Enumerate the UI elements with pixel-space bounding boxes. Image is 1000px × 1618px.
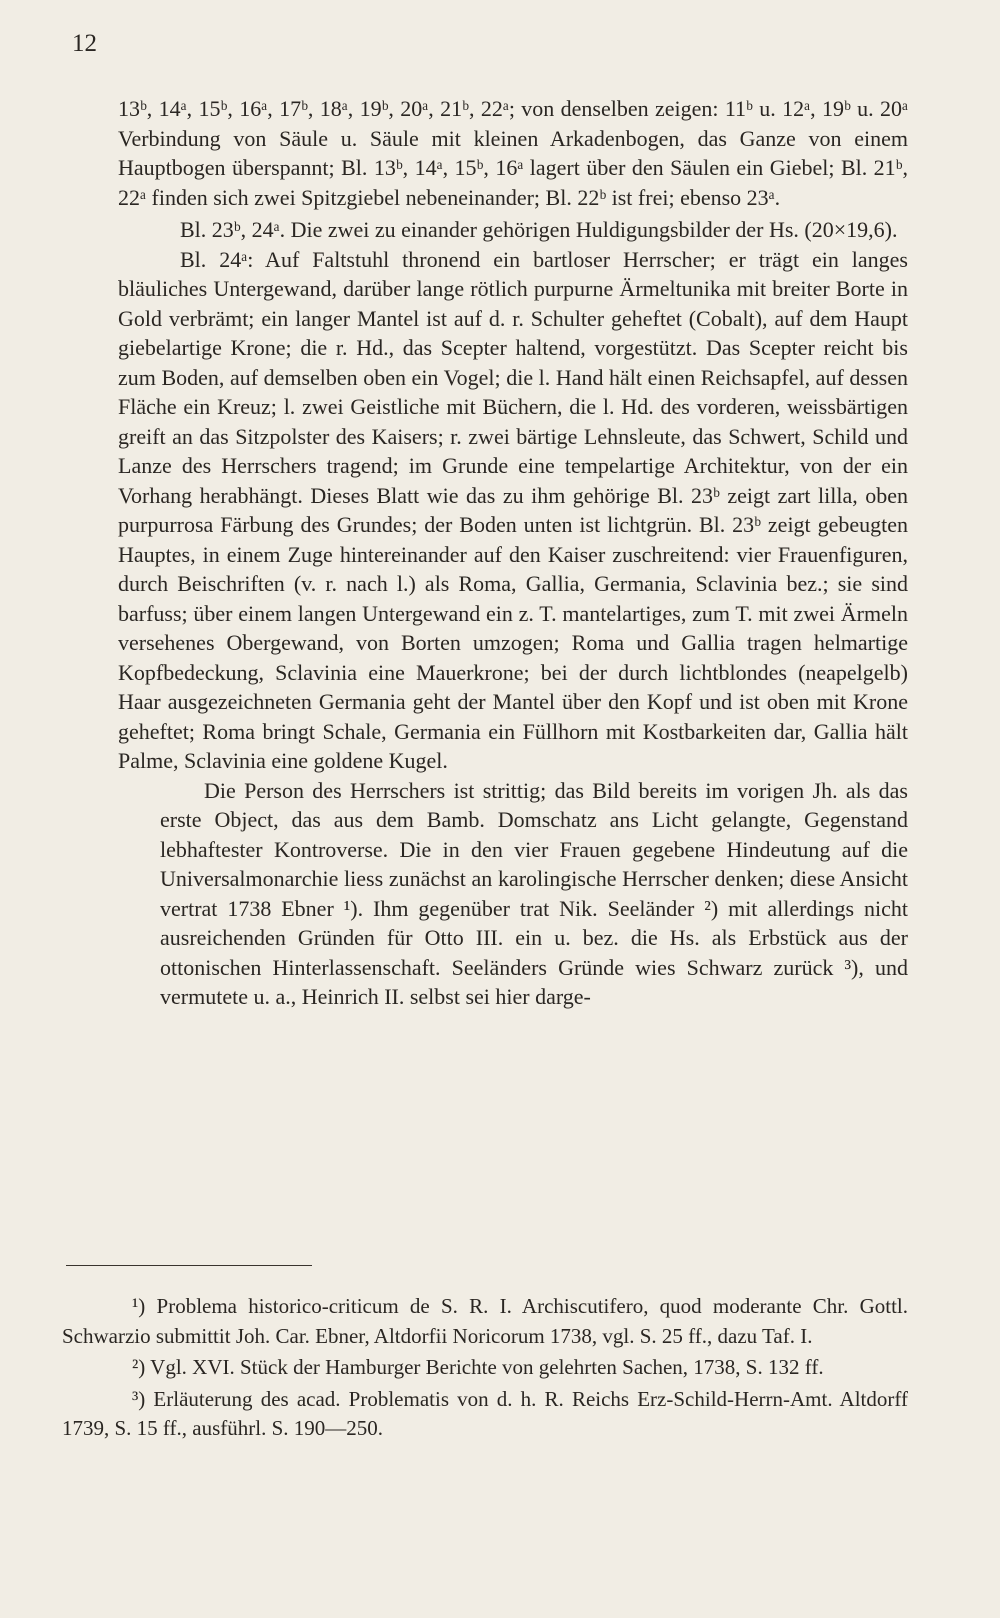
paragraph-homage-images: Bl. 23ᵇ, 24ᵃ. Die zwei zu einander gehörigen Huldigungsbilder der Hs. (20×19,6). xyxy=(180,217,898,242)
paragraph-sheet-list: 13ᵇ, 14ᵃ, 15ᵇ, 16ᵃ, 17ᵇ, 18ᵃ, 19ᵇ, 20ᵃ, 21ᵇ, 22ᵃ; von denselben zeigen: 11ᵇ u. 12ᵃ, 19ᵇ u. 20ᵃ Verbindung von Säule u. Säule mit kleinen Arkadenbogen, das Ganze von einem Hauptbogen überspannt; Bl. 13ᵇ, 14ᵃ, 15ᵇ, 16ᵃ lagert über den Säulen ein Giebel; Bl. 21ᵇ, 22ᵃ finden sich zwei Spitzgiebel nebeneinander; Bl. 22ᵇ ist frei; ebenso 23ᵃ. xyxy=(118,96,908,210)
footnote-2: ²) Vgl. XVI. Stück der Hamburger Berichte von gelehrten Sachen, 1738, S. 132 ff. xyxy=(132,1355,824,1379)
page-number: 12 xyxy=(72,30,97,57)
footnotes xyxy=(62,1292,908,1446)
paragraph-sheet-24a-description: Bl. 24ᵃ: Auf Faltstuhl thronend ein bartloser Herrscher; er trägt ein langes bläuliches Untergewand, darüber lange rötlich purpurne Ärmeltunika mit breiter Borte in Gold verbrämt; ein langer Mantel ist auf d. r. Schulter geheftet (Cobalt), auf dem Haupt giebelartige Krone; die r. Hd., das Scepter haltend, vorgestützt. Das Scepter reicht bis zum Boden, auf demselben oben ein Vogel; die l. Hand hält einen Reichsapfel, auf dessen Fläche ein Kreuz; l. zwei Geistliche mit Büchern, die l. Hd. des vorderen, weissbärtigen greift an das Sitzpolster des Kaisers; r. zwei bärtige Lehnsleute, das Schwert, Schild und Lanze des Herrschers tragend; im Grunde eine tempelartige Architektur, von der ein Vorhang herabhängt. Dieses Blatt wie das zu ihm gehörige Bl. 23ᵇ zeigt zart lilla, oben purpurrosa Färbung des Grundes; der Boden unten ist lichtgrün. Bl. 23ᵇ zeigt gebeugten Hauptes, in einem Zuge hintereinander auf den Kaiser zuschreitend: vier Frauenfiguren, durch Beischriften (v. r. nach l.) als Roma, Gallia, Germania, Sclavinia bez.; sie sind barfuss; über einem langen Untergewand ein z. T. mantelartiges, zum T. mit zwei Ärmeln versehenes Obergewand, von Borten umzogen; Roma und Gallia tragen helmartige Kopfbedeckung, Sclavinia eine Mauerkrone; bei der durch lichtblondes (neapelgelb) Haar ausgezeichneten Germania geht der Mantel über den Kopf und ist oben mit Krone geheftet; Roma bringt Schale, Germania ein Füllhorn mit Kostbarkeiten dar, Gallia hält Palme, Sclavinia eine goldene Kugel. xyxy=(118,246,908,773)
footnote-3: ³) Erläuterung des acad. Problematis von d. h. R. Reichs Erz-Schild-Herrn-Amt. Altdorff 1739, S. 15 ff., ausführl. S. 190—250. xyxy=(62,1386,908,1440)
footnote-divider xyxy=(66,1265,312,1266)
main-text xyxy=(118,94,908,1012)
paragraph-ruler-identity: Die Person des Herrschers ist strittig; das Bild bereits im vorigen Jh. als das erste Object, das aus dem Bamb. Domschatz ans Licht gelangte, Gegenstand lebhaftester Kontroverse. Die in den vier Frauen gegebene Hindeutung auf die Universalmonarchie liess zunächst an karolingische Herrscher denken; diese Ansicht vertrat 1738 Ebner ¹). Ihm gegenüber trat Nik. Seeländer ²) mit allerdings nicht ausreichenden Gründen für Otto III. ein u. bez. die Hs. als Erbstück aus der ottonischen Hinterlassenschaft. Seeländers Gründe wies Schwarz zurück ³), und vermutete u. a., Heinrich II. selbst sei hier darge- xyxy=(160,777,908,1009)
footnote-1: ¹) Problema historico-criticum de S. R. I. Archiscutifero, quod moderante Chr. Gottl. Schwarzio submittit Joh. Car. Ebner, Altdorfii Noricorum 1738, vgl. S. 25 ff., dazu Taf. I. xyxy=(62,1294,908,1348)
